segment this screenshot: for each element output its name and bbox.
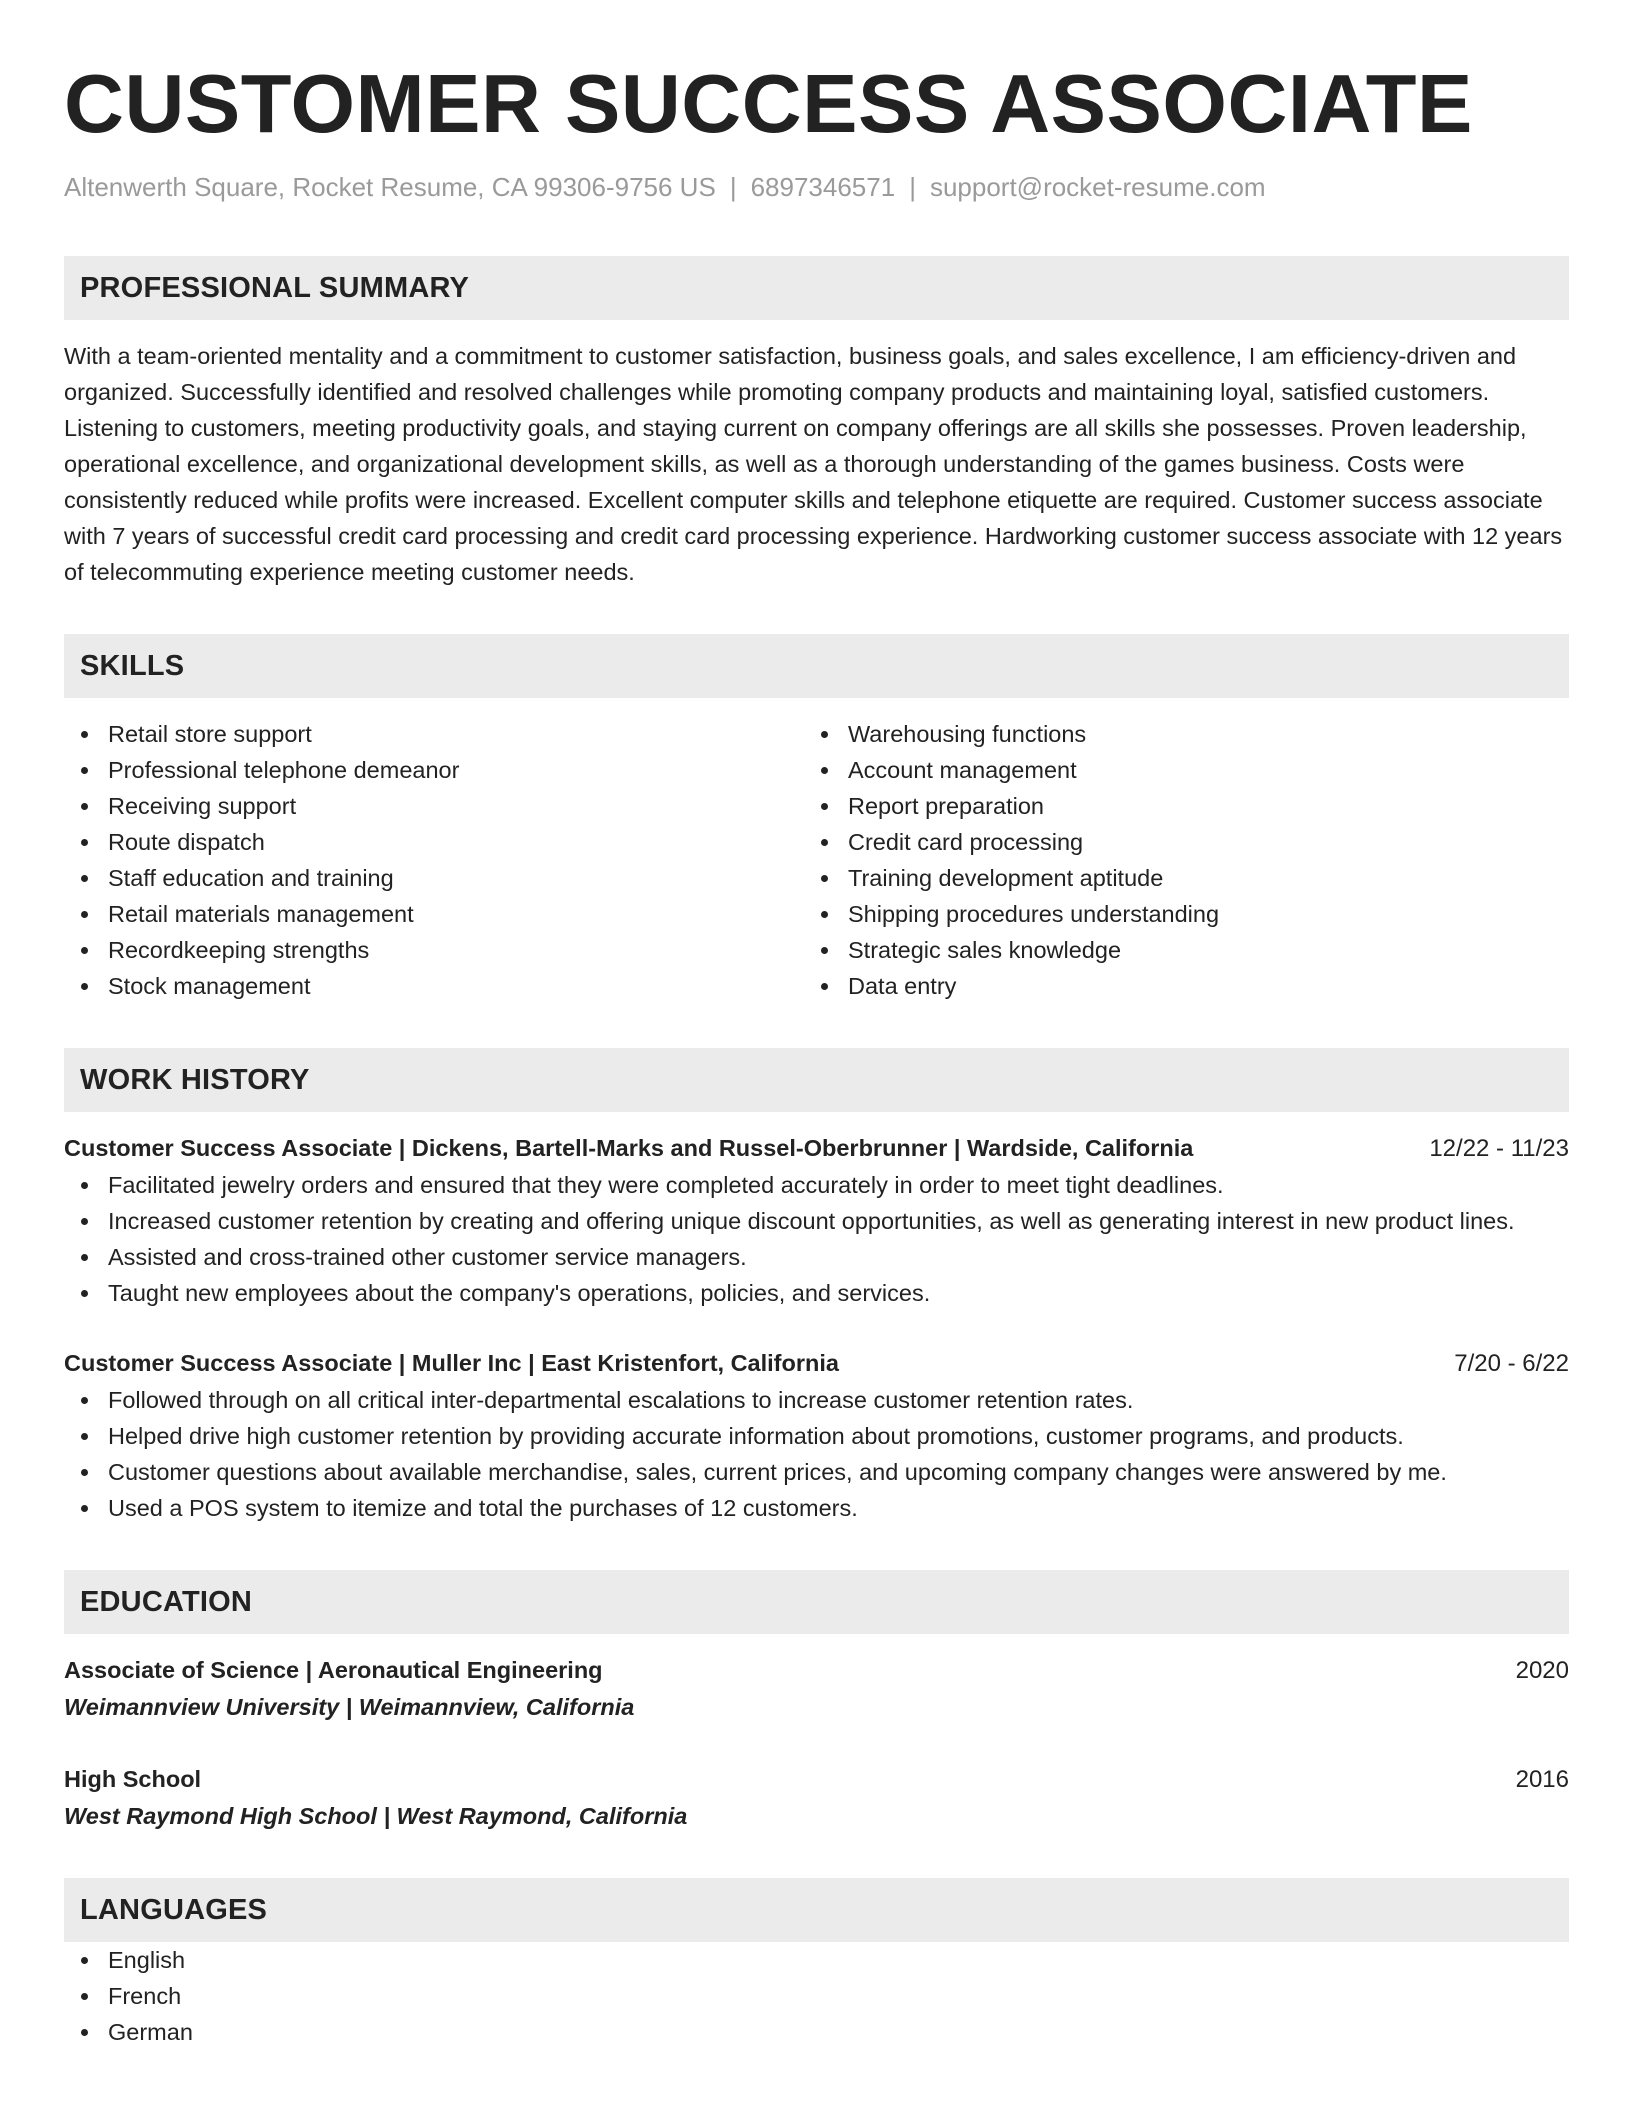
job-bullet: Helped drive high customer retention by providing accurate information about promotions, customer programs, and products. [64,1418,1569,1454]
language-item: German [64,2014,1569,2050]
education-school: West Raymond High School | West Raymond, California [64,1803,688,1829]
language-item: French [64,1978,1569,2014]
skill-item: Report preparation [804,788,1544,824]
skill-item: Route dispatch [64,824,804,860]
education-year: 2016 [1515,1766,1569,1793]
skill-item: Receiving support [64,788,804,824]
contact-email: support@rocket-resume.com [929,172,1266,202]
contact-separator: | [909,172,916,202]
education-entry [64,1652,1569,1725]
job-entry [64,1345,1569,1526]
skill-item: Training development aptitude [804,860,1544,896]
contact-phone: 6897346571 [750,172,896,202]
contact-line [64,170,1569,204]
language-item: English [64,1942,1569,1978]
job-dates: 7/20 - 6/22 [1454,1350,1569,1377]
section-heading-skills: SKILLS [64,634,1569,698]
education-header [64,1652,1569,1689]
resume-name: CUSTOMER SUCCESS ASSOCIATE [64,57,1473,150]
education-header [64,1761,1569,1798]
job-title: Customer Success Associate | Muller Inc | East Kristenfort, California [64,1350,839,1376]
education-degree: Associate of Science | Aeronautical Engineering [64,1657,603,1683]
job-bullet: Followed through on all critical inter-departmental escalations to increase customer retention rates. [64,1382,1569,1418]
job-header [64,1345,1569,1382]
section-heading-work-history: WORK HISTORY [64,1048,1569,1112]
job-bullet: Assisted and cross-trained other customer service managers. [64,1239,1569,1275]
job-bullet: Used a POS system to itemize and total the purchases of 12 customers. [64,1490,1569,1526]
skill-item: Strategic sales knowledge [804,932,1544,968]
skills-column-left [64,716,804,1004]
skill-item: Recordkeeping strengths [64,932,804,968]
skill-item: Shipping procedures understanding [804,896,1544,932]
education-year: 2020 [1515,1657,1569,1684]
section-heading-education: EDUCATION [64,1570,1569,1634]
skill-item: Credit card processing [804,824,1544,860]
skill-item: Warehousing functions [804,716,1544,752]
job-dates: 12/22 - 11/23 [1429,1135,1569,1162]
job-header [64,1130,1569,1167]
job-entry [64,1130,1569,1311]
job-bullet: Customer questions about available merchandise, sales, current prices, and upcoming company changes were answered by me. [64,1454,1569,1490]
contact-address: Altenwerth Square, Rocket Resume, CA 99306-9756 US [64,172,716,202]
summary-text: With a team-oriented mentality and a commitment to customer satisfaction, business goals, and sales excellence, I am efficiency-driven and organized. Successfully identified and resolved challenges while promoting company products and maintaining loyal, satisfied customers. Listening to customers, meeting productivity goals, and staying current on company offerings are all skills she possesses. Proven leadership, operational excellence, and organizational development skills, as well as a thorough understanding of the games business. Costs were consistently reduced while profits were increased. Excellent computer skills and telephone etiquette are required. Customer success associate with 7 years of successful credit card processing and credit card processing experience. Hardworking customer success associate with 12 years of telecommuting experience meeting customer needs. [64,343,1563,585]
job-bullets [64,1167,1569,1311]
job-bullets [64,1382,1569,1526]
languages-list [64,1942,1569,2050]
skills-column-right [804,716,1544,1004]
section-heading-languages: LANGUAGES [64,1878,1569,1942]
skill-item: Retail materials management [64,896,804,932]
job-bullet: Increased customer retention by creating and offering unique discount opportunities, as well as generating interest in new product lines. [64,1203,1569,1239]
job-title: Customer Success Associate | Dickens, Bartell-Marks and Russel-Oberbrunner | Wardside, California [64,1135,1194,1161]
job-bullet: Facilitated jewelry orders and ensured that they were completed accurately in order to meet tight deadlines. [64,1167,1569,1203]
skill-item: Retail store support [64,716,804,752]
skill-item: Account management [804,752,1544,788]
education-entry [64,1761,1569,1834]
skill-item: Staff education and training [64,860,804,896]
contact-separator: | [729,172,737,202]
skills-grid [64,716,1569,1004]
job-bullet: Taught new employees about the company's operations, policies, and services. [64,1275,1569,1311]
skill-item: Stock management [64,968,804,1004]
skill-item: Data entry [804,968,1544,1004]
skill-item: Professional telephone demeanor [64,752,804,788]
education-degree: High School [64,1766,202,1792]
education-school: Weimannview University | Weimannview, California [64,1694,635,1720]
section-heading-summary: PROFESSIONAL SUMMARY [64,256,1569,320]
